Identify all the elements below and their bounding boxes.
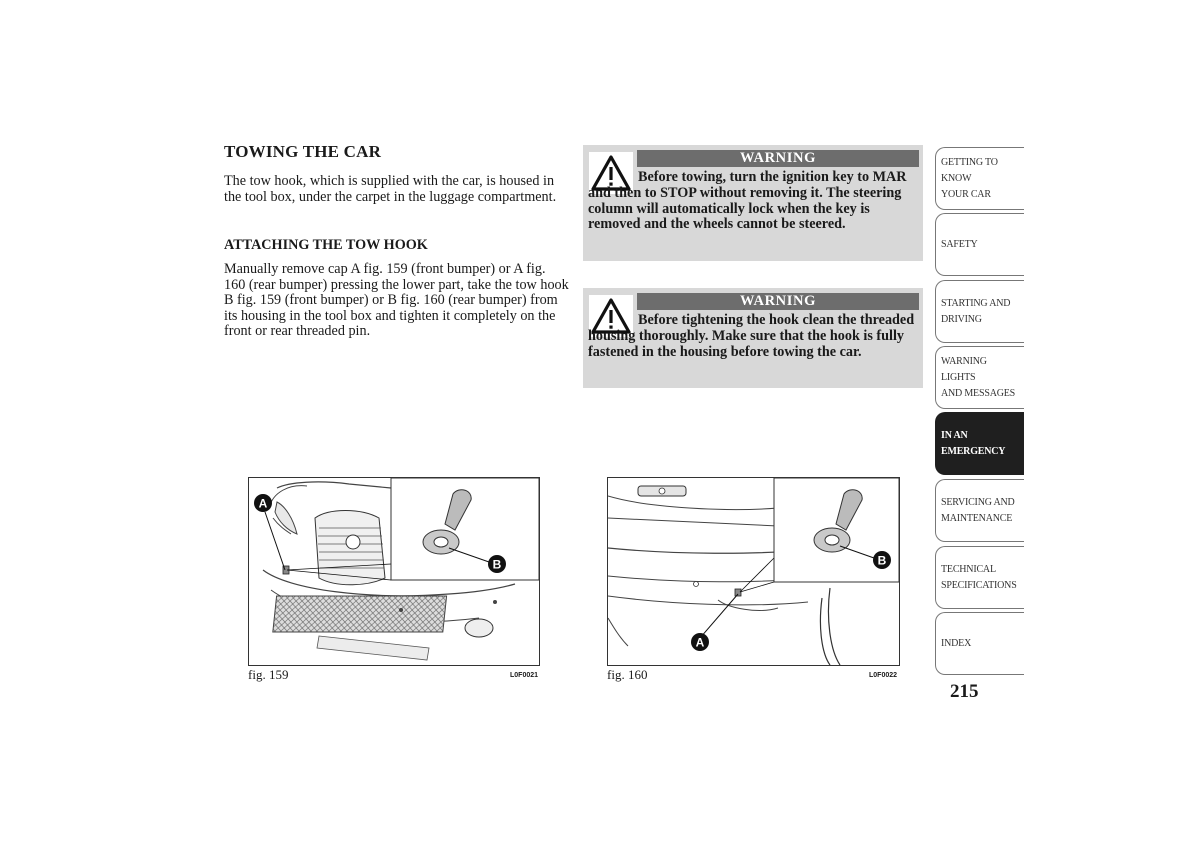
tab-label: GETTING TO KNOW: [941, 156, 998, 184]
figure-code: L0F0022: [869, 672, 898, 679]
tab-index[interactable]: [935, 612, 1024, 675]
label-b: B: [492, 557, 502, 572]
tab-label: SPECIFICATIONS: [941, 579, 1017, 591]
tab-safety[interactable]: [935, 213, 1024, 276]
intro-paragraph: The tow hook, which is supplied with the car, is housed in the tool box, under the carpet in the luggage compartment.: [224, 173, 557, 205]
instructions-paragraph: Manually remove cap A fig. 159 (front bumper) or A fig. 160 (rear bumper) pressing the lower part, take the tow hook B fig. 159 (front bumper) or B fig. 160 (rear bumper) from its housing in the tool box and tighten it completely on the front or rear threaded pin.: [224, 261, 569, 340]
tab-starting-and-driving[interactable]: [935, 280, 1024, 343]
figure-code: L0F0021: [510, 672, 539, 679]
tab-label: IN AN EMERGENCY: [941, 429, 1006, 457]
tab-label: MAINTENANCE: [941, 512, 1013, 524]
warning-box-1: [583, 145, 923, 261]
tab-technical-specifications[interactable]: [935, 546, 1024, 609]
rear-bumper-illustration: [608, 478, 899, 665]
tab-label: WARNING LIGHTS: [941, 355, 987, 383]
tab-getting-to-know-your-car[interactable]: [935, 147, 1024, 210]
warning-box-2: [583, 288, 923, 388]
tab-label: SERVICING AND: [941, 496, 1015, 508]
warning-text: Before towing, turn the ignition key to MAR and then to STOP without removing it. The steering column will automatically lock when the key is removed and the wheels cannot be steered.: [588, 169, 907, 233]
warning-heading: WARNING: [637, 293, 919, 310]
front-bumper-illustration: [249, 478, 539, 665]
tab-label: AND MESSAGES: [941, 387, 1016, 399]
subsection-title: ATTACHING THE TOW HOOK: [224, 237, 428, 253]
tab-servicing-and-maintenance[interactable]: [935, 479, 1024, 542]
tab-label: INDEX: [941, 637, 972, 649]
label-a: A: [258, 496, 268, 511]
page-number: 215: [950, 681, 979, 702]
warning-heading: WARNING: [637, 150, 919, 167]
warning-text: Before tightening the hook clean the threaded housing thoroughly. Make sure that the hook is fully fastened in the housing before towing the car.: [588, 312, 915, 360]
tab-label: TECHNICAL: [941, 563, 996, 575]
tab-warning-lights-and-messages[interactable]: [935, 346, 1024, 409]
tab-label: YOUR CAR: [941, 188, 991, 200]
tab-label: SAFETY: [941, 238, 978, 250]
tab-in-an-emergency[interactable]: [935, 412, 1024, 475]
figure-159-front-bumper: [248, 477, 540, 666]
figure-caption: fig. 160: [607, 667, 648, 682]
tab-label: STARTING AND: [941, 297, 1011, 309]
figure-caption: fig. 159: [248, 667, 289, 682]
figure-160-rear-bumper: [607, 477, 900, 666]
label-b: B: [877, 553, 887, 568]
section-title: TOWING THE CAR: [224, 142, 382, 161]
label-a: A: [695, 635, 705, 650]
tab-label: DRIVING: [941, 313, 982, 325]
